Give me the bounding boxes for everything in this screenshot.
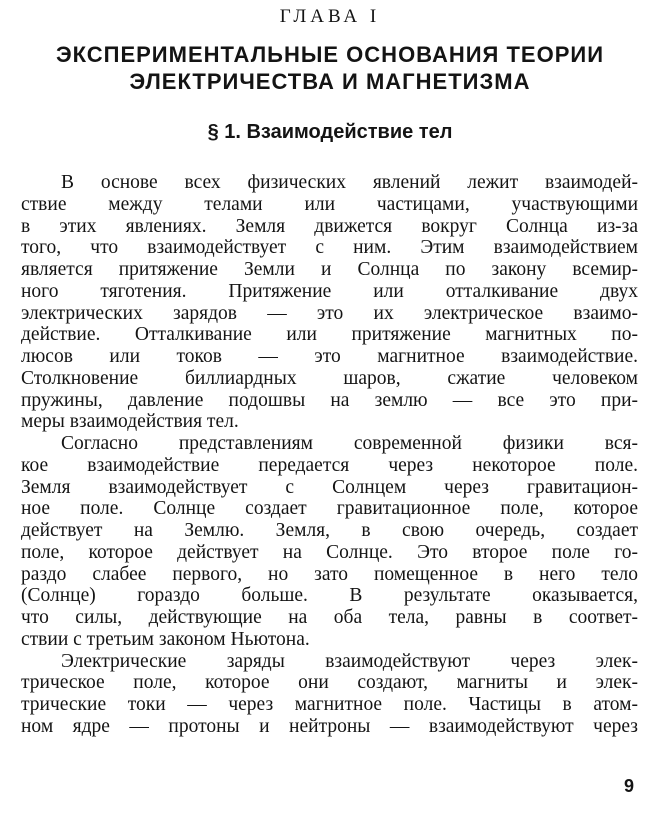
text-line: ствие между телами или частицами, участвующими [21,193,638,215]
page-number: 9 [623,776,634,796]
text-line: (Солнце) гораздо больше. В результате оказывается, [21,585,638,607]
chapter-label: ГЛАВА I [279,6,381,27]
text-line: меры взаимодействия тел. [21,411,239,433]
text-line: действует на Землю. Земля, в свою очередь, создает [21,520,638,541]
text-line: В основе всех физических явлений лежит взаимодей- [61,172,638,193]
text-line: ного тяготения. Притяжение или отталкивание двух [21,280,638,302]
section-title: § 1. Взаимодействие тел [207,121,453,143]
text-line: ствии с третьим законом Ньютона. [21,628,310,650]
text-line: ное поле. Солнце создает гравитационное поле, которое [21,498,638,520]
text-line: действие. Отталкивание или притяжение магнитных по- [21,324,638,346]
text-line: того, что взаимодействует с ним. Этим взаимодействием [21,237,638,259]
text-line: трическое поле, которое они создают, магниты и элек- [21,672,638,694]
text-line: Согласно представлениям современной физики вся- [61,433,638,454]
text-line: поле, которое действует на Солнце. Это второе поле го- [21,541,638,563]
text-line: в этих явлениях. Земля движется вокруг Солнца из-за [21,215,638,237]
text-line: электрических зарядов — это их электрическое взаимо- [21,302,638,324]
text-line: Электрические заряды взаимодействуют через элек- [61,650,638,672]
text-line: является притяжение Земли и Солнца по закону всемир- [21,259,638,280]
text-line: Земля взаимодействует с Солнцем через гравитацион- [21,476,638,498]
text-line: люсов или токов — это магнитное взаимодействие. [21,346,638,367]
text-line: Столкновение биллиардных шаров, сжатие человеком [21,367,638,389]
text-line: трические токи — через магнитное поле. Частицы в атом- [21,694,638,715]
text-line: раздо слабее первого, но зато помещенное в него тело [21,563,638,585]
body-text [21,172,638,738]
text-line: кое взаимодействие передается через некоторое поле. [21,454,638,476]
chapter-title [0,41,660,95]
chapter-title-line: ЭКСПЕРИМЕНТАЛЬНЫЕ ОСНОВАНИЯ ТЕОРИИ [55,42,605,67]
chapter-title-line: ЭЛЕКТРИЧЕСТВА И МАГНЕТИЗМА [129,69,531,94]
text-line: что силы, действующие на оба тела, равны в соответ- [21,607,638,628]
text-line: пружины, давление подошвы на землю — все это при- [21,389,638,411]
text-line: ном ядре — протоны и нейтроны — взаимодействуют через [21,715,638,737]
